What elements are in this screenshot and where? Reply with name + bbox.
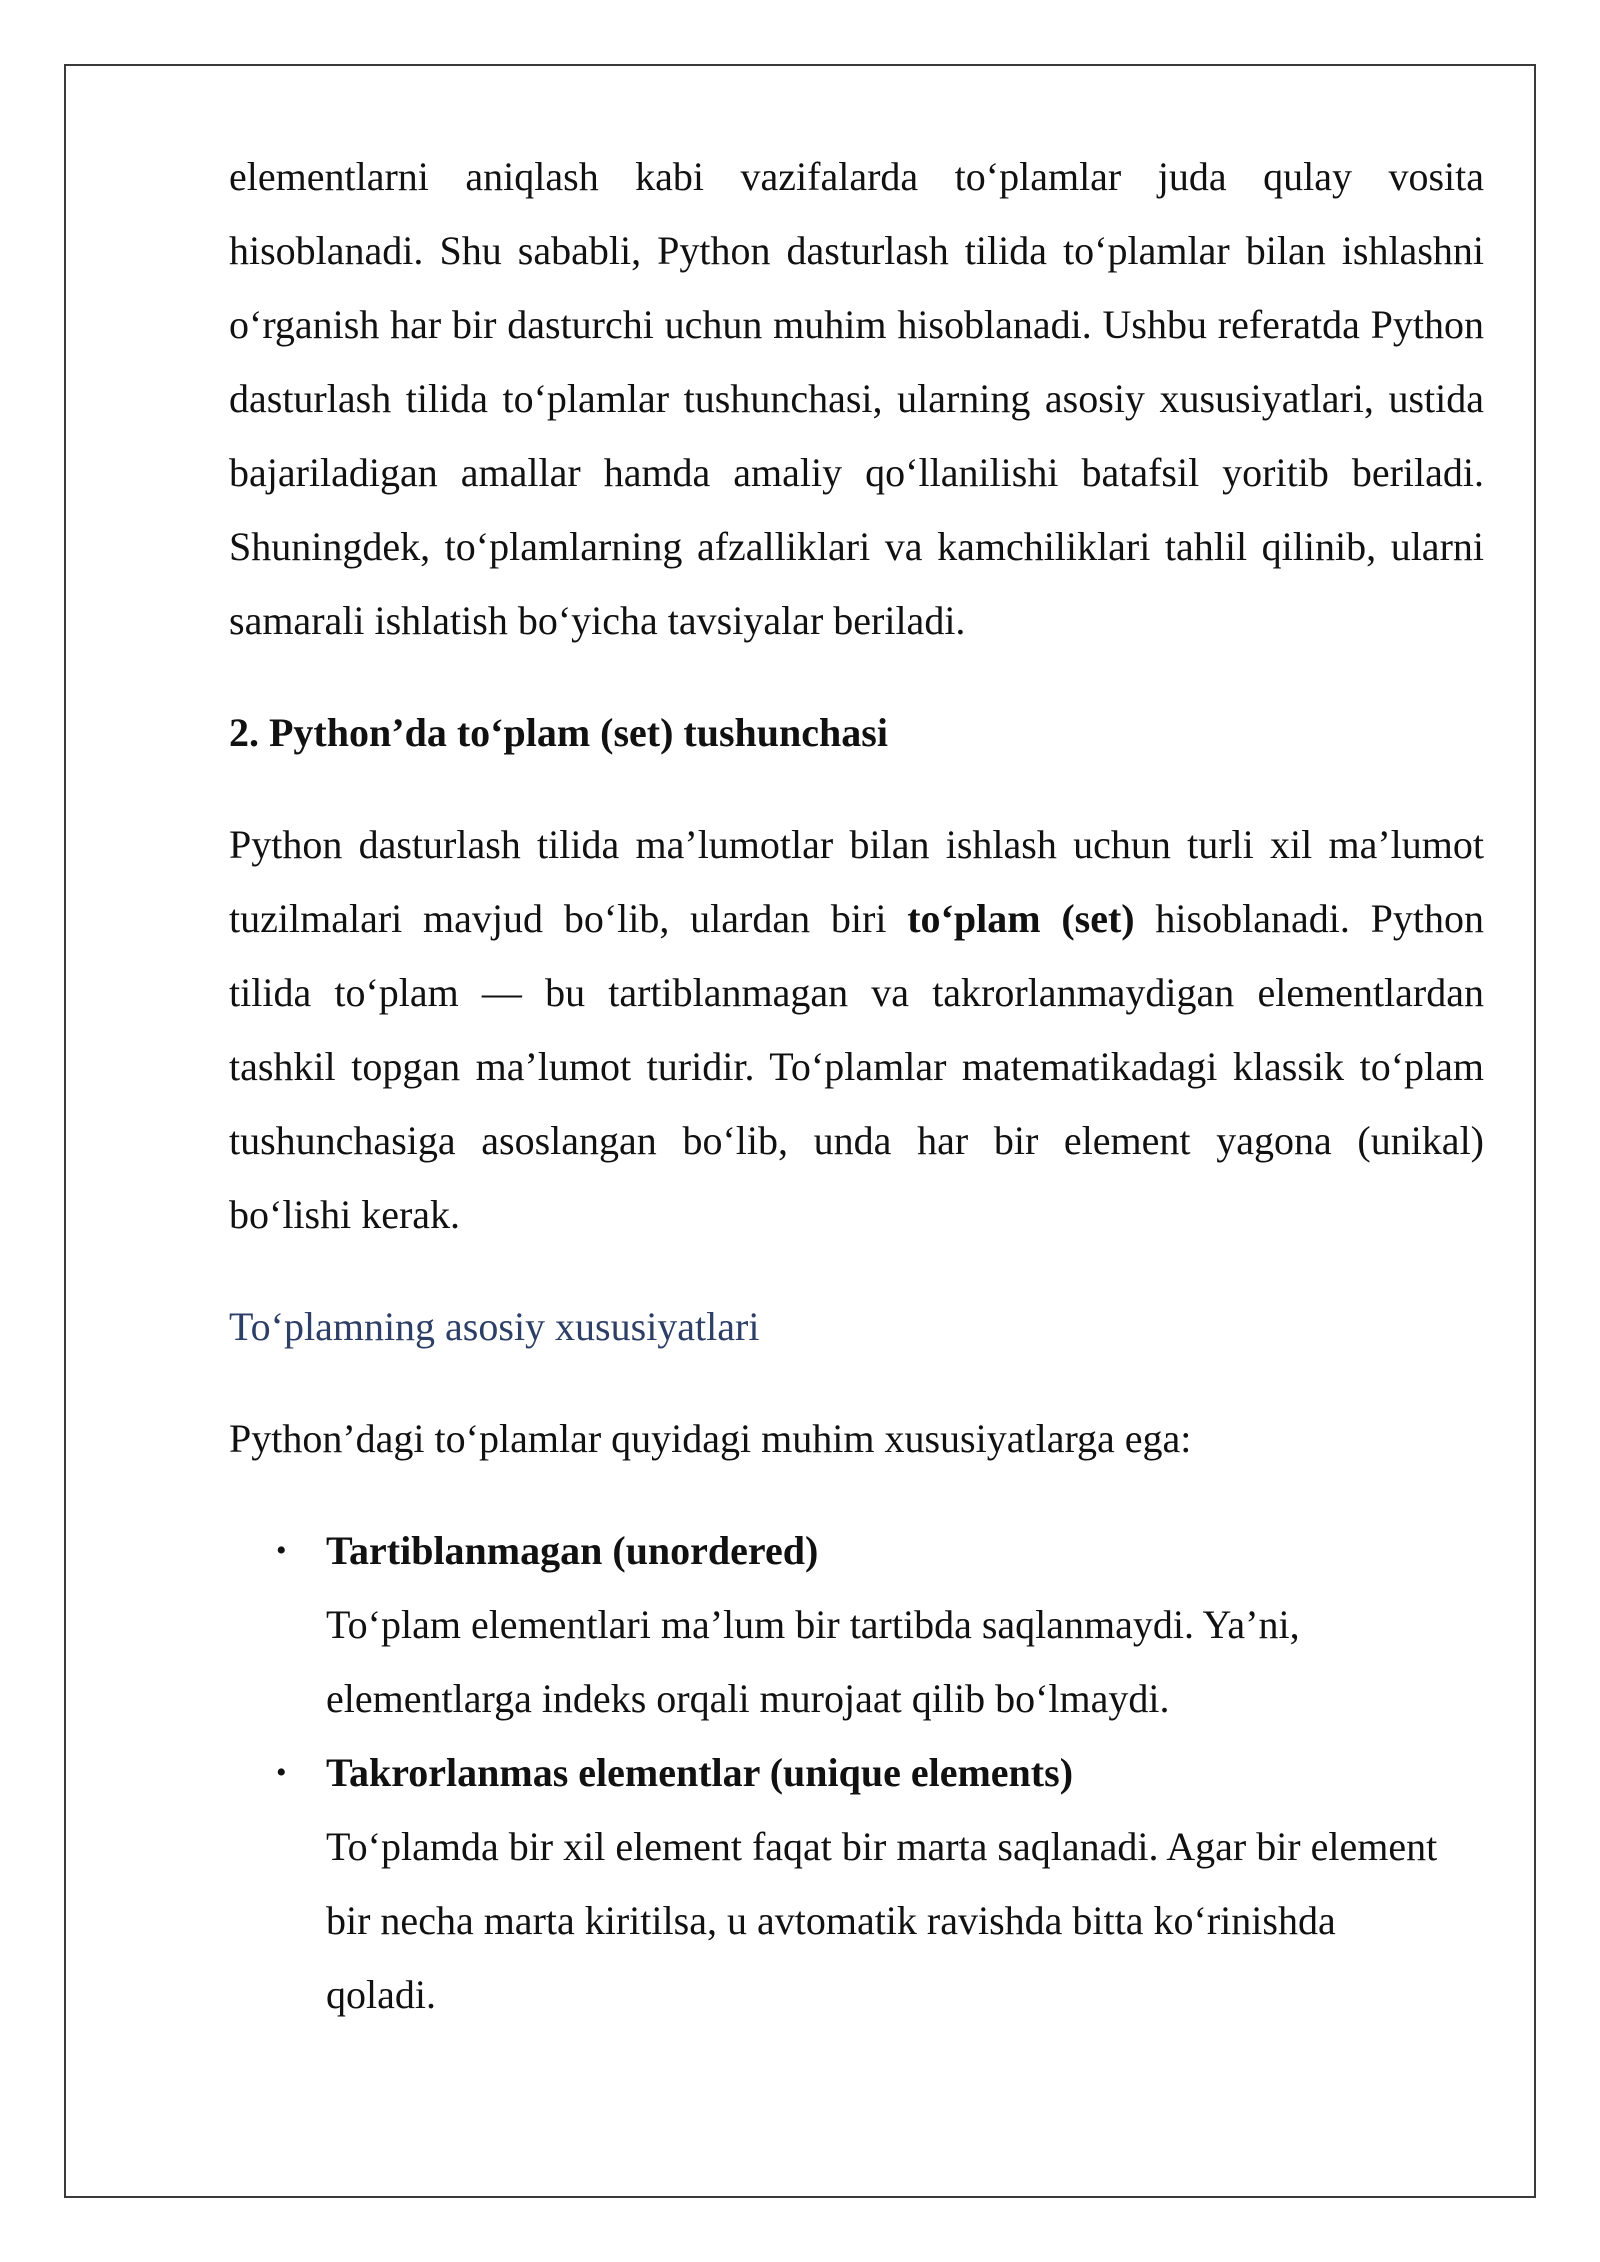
properties-list bbox=[229, 1514, 1484, 2032]
list-item-title: Tartiblanmagan (unordered) bbox=[326, 1528, 819, 1573]
section-paragraph-text-1: Python dasturlash tilida ma’lumotlar bilan ishlash uchun turli xil ma’lumot tuzilmalari mavjud bo‘lib, ulardan biri bbox=[229, 822, 1484, 941]
list-item-title: Takrorlanmas elementlar (unique elements) bbox=[326, 1750, 1074, 1795]
section-paragraph bbox=[229, 808, 1484, 1252]
bullet-icon: • bbox=[276, 1756, 287, 1789]
document-body bbox=[229, 140, 1484, 2032]
list-item-description: To‘plamda bir xil element faqat bir marta saqlanadi. Agar bir element bir necha marta kiritilsa, u avtomatik ravishda bitta ko‘rinishda qoladi. bbox=[326, 1824, 1438, 2017]
properties-subheading: To‘plamning asosiy xususiyatlari bbox=[229, 1304, 760, 1349]
intro-paragraph: elementlarni aniqlash kabi vazifalarda to‘plamlar juda qulay vosita hisoblanadi. Shu sababli, Python dasturlash tilida to‘plamlar bilan ishlashni o‘rganish har bir dasturchi uchun muhim hisoblanadi. Ushbu referatda Python dasturlash tilida to‘plamlar tushunchasi, ularning asosiy xususiyatlari, ustida bajariladigan amallar hamda amaliy qo‘llanilishi batafsil yoritib beriladi. Shuningdek, to‘plamlarning afzalliklari va kamchiliklari tahlil qilinib, ularni samarali ishlatish bo‘yicha tavsiyalar beriladi. bbox=[229, 154, 1484, 643]
list-item bbox=[229, 1736, 1484, 2032]
list-item-description: To‘plam elementlari ma’lum bir tartibda saqlanmaydi. Ya’ni, elementlarga indeks orqali murojaat qilib bo‘lmaydi. bbox=[326, 1602, 1300, 1721]
bullet-icon: • bbox=[276, 1534, 287, 1567]
set-term: to‘plam (set) bbox=[907, 896, 1135, 941]
properties-lead: Python’dagi to‘plamlar quyidagi muhim xususiyatlarga ega: bbox=[229, 1416, 1192, 1461]
section-heading: 2. Python’da to‘plam (set) tushunchasi bbox=[229, 710, 888, 755]
list-item bbox=[229, 1514, 1484, 1736]
section-paragraph-text-2: hisoblanadi. Python tilida to‘plam — bu tartiblanmagan va takrorlanmaydigan elementlardan tashkil topgan ma’lumot turidir. To‘plamlar matematikadagi klassik to‘plam tushunchasiga asoslangan bo‘lib, unda har bir element yagona (unikal) bo‘lishi kerak. bbox=[229, 896, 1484, 1237]
